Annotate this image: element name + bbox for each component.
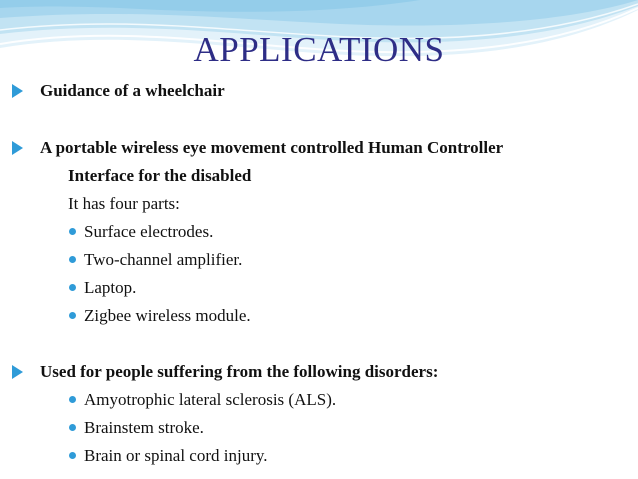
round-bullet-icon — [69, 228, 76, 235]
bullet-continuation: Interface for the disabled — [68, 166, 252, 185]
bullet-point-wheelchair — [40, 82, 225, 99]
sub-bullet-text: Two-channel amplifier. — [84, 250, 243, 269]
sub-bullet-text: Amyotrophic lateral sclerosis (ALS). — [84, 390, 337, 409]
bullet-text: A portable wireless eye movement controlled Human Controller — [40, 138, 504, 157]
bullet-text: Guidance of a wheelchair — [40, 81, 225, 100]
sub-bullet-item — [84, 307, 251, 324]
sub-bullet-text: Brain or spinal cord injury. — [84, 446, 268, 465]
round-bullet-icon — [69, 424, 76, 431]
sub-bullet-item — [84, 279, 136, 296]
sub-bullet-text: Brainstem stroke. — [84, 418, 204, 437]
arrow-bullet-icon — [12, 84, 23, 98]
sub-bullet-item — [84, 223, 213, 240]
round-bullet-icon — [69, 312, 76, 319]
round-bullet-icon — [69, 256, 76, 263]
round-bullet-icon — [69, 396, 76, 403]
round-bullet-icon — [69, 452, 76, 459]
sub-bullet-item — [84, 419, 204, 436]
sub-bullet-item — [84, 447, 268, 464]
sub-bullet-text: Surface electrodes. — [84, 222, 214, 241]
bullet-text: Used for people suffering from the following disorders: — [40, 362, 439, 381]
parts-intro-text: It has four parts: — [68, 194, 180, 213]
round-bullet-icon — [69, 284, 76, 291]
sub-bullet-item — [84, 391, 336, 408]
sub-bullet-text: Laptop. — [84, 278, 137, 297]
sub-bullet-text: Zigbee wireless module. — [84, 306, 251, 325]
slide-title: APPLICATIONS — [193, 30, 445, 69]
bullet-point-disorders — [40, 363, 438, 380]
sub-bullet-item — [84, 251, 242, 268]
bullet-point-human-controller — [40, 139, 503, 156]
arrow-bullet-icon — [12, 365, 23, 379]
arrow-bullet-icon — [12, 141, 23, 155]
